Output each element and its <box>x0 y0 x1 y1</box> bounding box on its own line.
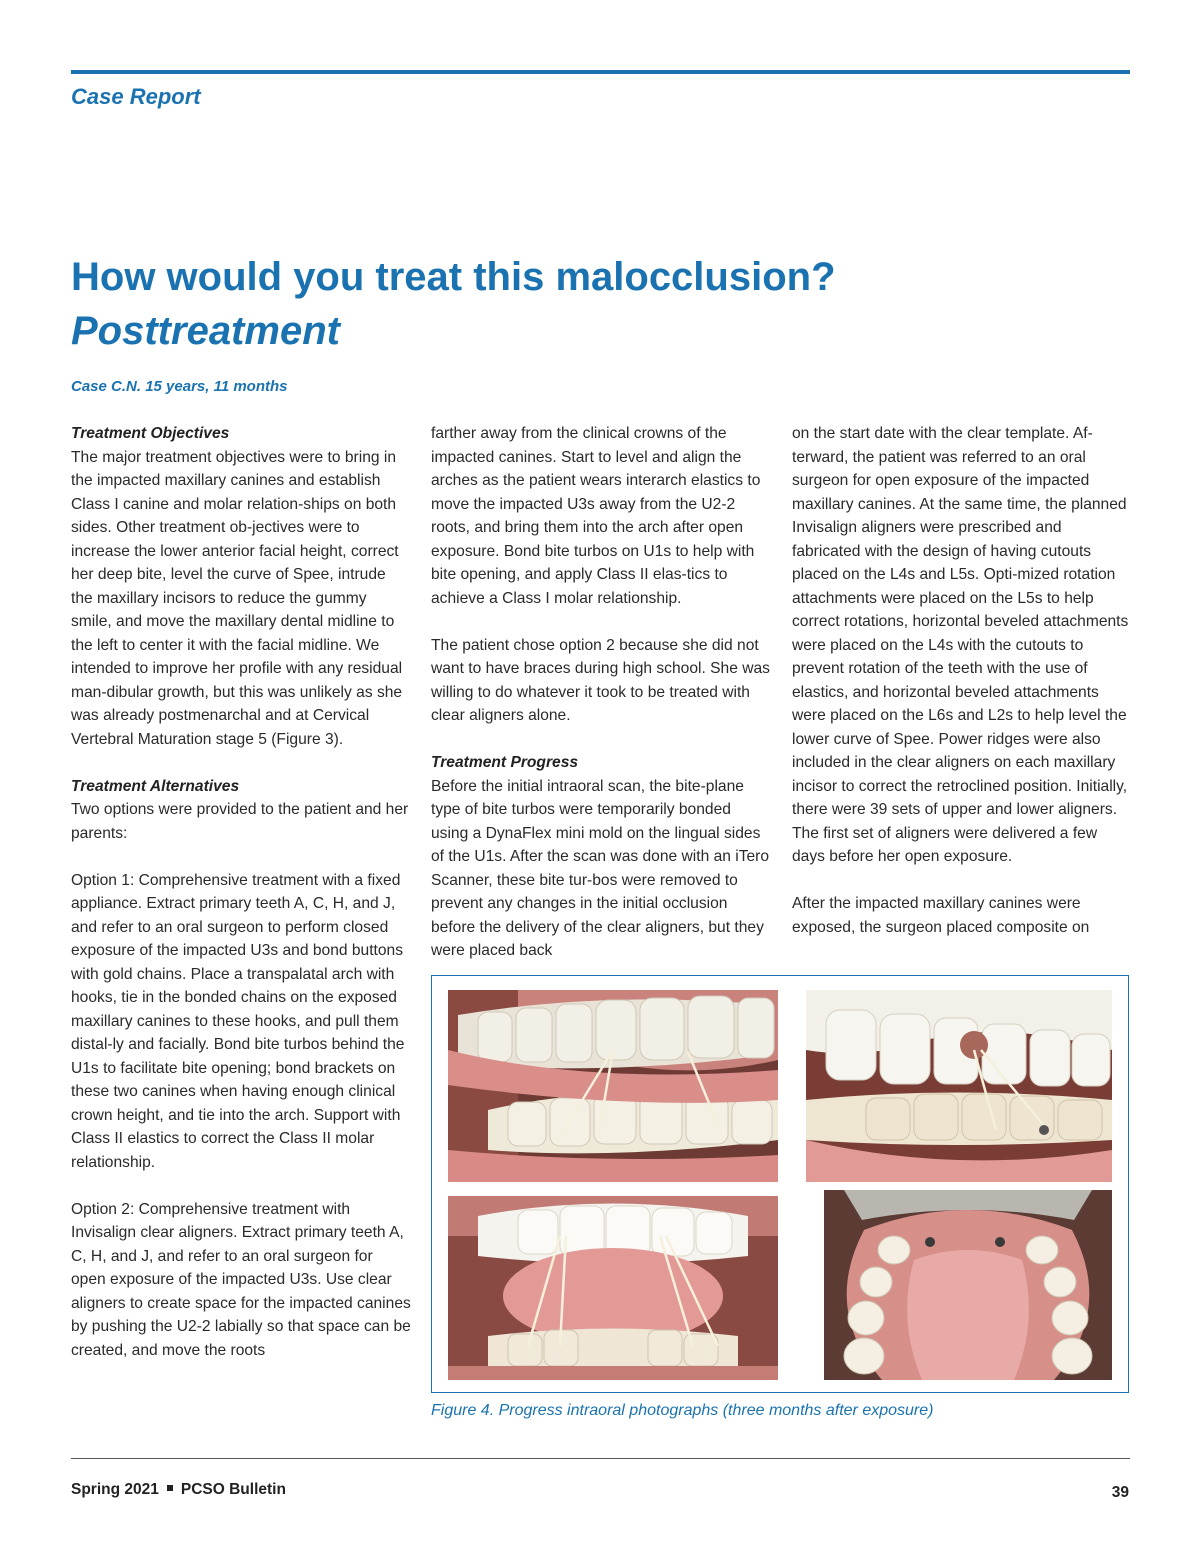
figure-caption: Figure 4. Progress intraoral photographs (three months after exposure) <box>431 1402 934 1419</box>
column-3 <box>792 422 1132 939</box>
page-number: 39 <box>1111 1484 1129 1501</box>
section-label: Case Report <box>71 84 201 109</box>
title-subtitle: Posttreatment <box>71 309 340 353</box>
intraoral-photo-right-buccal <box>448 990 778 1182</box>
bottom-rule <box>71 1458 1130 1459</box>
column-2 <box>431 422 771 963</box>
title-main: How would you treat this malocclusion? <box>71 255 836 299</box>
option-1-text: Option 1: Comprehensive treatment with a fixed appliance. Extract primary teeth A, C, H, and J, and refer to an oral surgeon to perform closed exposure of the impacted U3s and bond buttons with gold chains. Place a transpalatal arch with hooks, tie in the bonded chains on the exposed maxillary canines to these hooks, and pull them distal-ly and facially. Bond bite turbos behind the U1s to facilitate bite opening; bond brackets on these two canines when having enough clinical crown height, and tie into the arch. Support with Class II elastics to correct the Class II molar relationship. <box>71 871 405 1171</box>
alternatives-intro: Two options were provided to the patient and her parents: <box>71 801 409 842</box>
objectives-text: The major treatment objectives were to bring in the impacted maxillary canines and establish Class I canine and molar relation-ships on both sides. Other treatment ob-jectives were to increase the lower anterior facial height, correct her deep bite, level the curve of Spee, intrude the maxillary incisors to reduce the gummy smile, and move the maxillary dental midline to the left to center it with the facial midline. We intended to improve her profile with any residual man-dibular growth, but this was unlikely as she was already postmenarchal and at Cervical Vertebral Maturation stage 5 (Figure 3). <box>71 448 403 748</box>
option-2-text: Option 2: Comprehensive treatment with Invisalign clear aligners. Extract primary teeth A, C, H, and J, and refer to an oral surgeon for open exposure of the impacted U3s. Use clear aligners to create space for the impacted canines by pushing the U2-2 labially so that space can be created, and move the roots <box>71 1200 411 1359</box>
footer-separator <box>167 1485 173 1491</box>
alternatives-heading: Treatment Alternatives <box>71 777 240 795</box>
intraoral-photo-occlusal <box>824 1190 1112 1380</box>
footer-publication: PCSO Bulletin <box>180 1481 286 1498</box>
article-title <box>71 250 836 358</box>
top-rule <box>71 70 1130 74</box>
progress-heading: Treatment Progress <box>431 754 579 771</box>
patient-choice-text: The patient chose option 2 because she did not want to have braces during high school. She was willing to do whatever it took to be treated with clear aligners alone. <box>431 636 770 724</box>
figure-4 <box>431 975 1129 1393</box>
progress-text: Before the initial intraoral scan, the bite-plane type of bite turbos were temporarily bonded using a DynaFlex mini mold on the lingual sides of the U1s. After the scan was done with an iTero Scanner, these bite tur-bos were removed to prevent any changes in the initial occlusion before the delivery of the clear aligners, but they were placed back <box>431 777 770 959</box>
column-3-continuation: on the start date with the clear template. Af-terward, the patient was referred to an oral surgeon for open exposure of the impacted maxillary canines. At the same time, the planned Invisalign aligners were prescribed and fabricated with the design of having cutouts placed on the L4s and L5s. Opti-mized rotation attachments were placed on the L5s to help correct rotations, horizontal beveled attachments were placed on the L4s with the cutouts to prevent rotation of the teeth with the use of elastics, and horizontal beveled attachments were placed on the L6s and L2s to help level the lower curve of Spee. Power ridges were also included in the clear aligners on each maxillary incisor to correct the retroclined position. Initially, there were 39 sets of upper and lower aligners. The first set of aligners were delivered a few days before her open exposure. <box>792 425 1129 865</box>
intraoral-photo-left-buccal <box>806 990 1112 1182</box>
objectives-heading: Treatment Objectives <box>71 425 230 442</box>
footer-season: Spring 2021 <box>71 1481 159 1498</box>
after-exposure-text: After the impacted maxillary canines were exposed, the surgeon placed composite on <box>792 895 1090 936</box>
case-line: Case C.N. 15 years, 11 months <box>71 378 288 395</box>
column-2-continuation: farther away from the clinical crowns of the impacted canines. Start to level and align the arches as the patient wears interarch elastics to move the impacted U3s away from the U2-2 roots, and bring them into the arch after open exposure. Bond bite turbos on U1s to help with bite opening, and apply Class II elas-tics to achieve a Class I molar relationship. <box>431 425 761 607</box>
footer-issue <box>71 1481 286 1499</box>
intraoral-photo-frontal <box>448 1196 778 1380</box>
column-1 <box>71 422 411 1362</box>
